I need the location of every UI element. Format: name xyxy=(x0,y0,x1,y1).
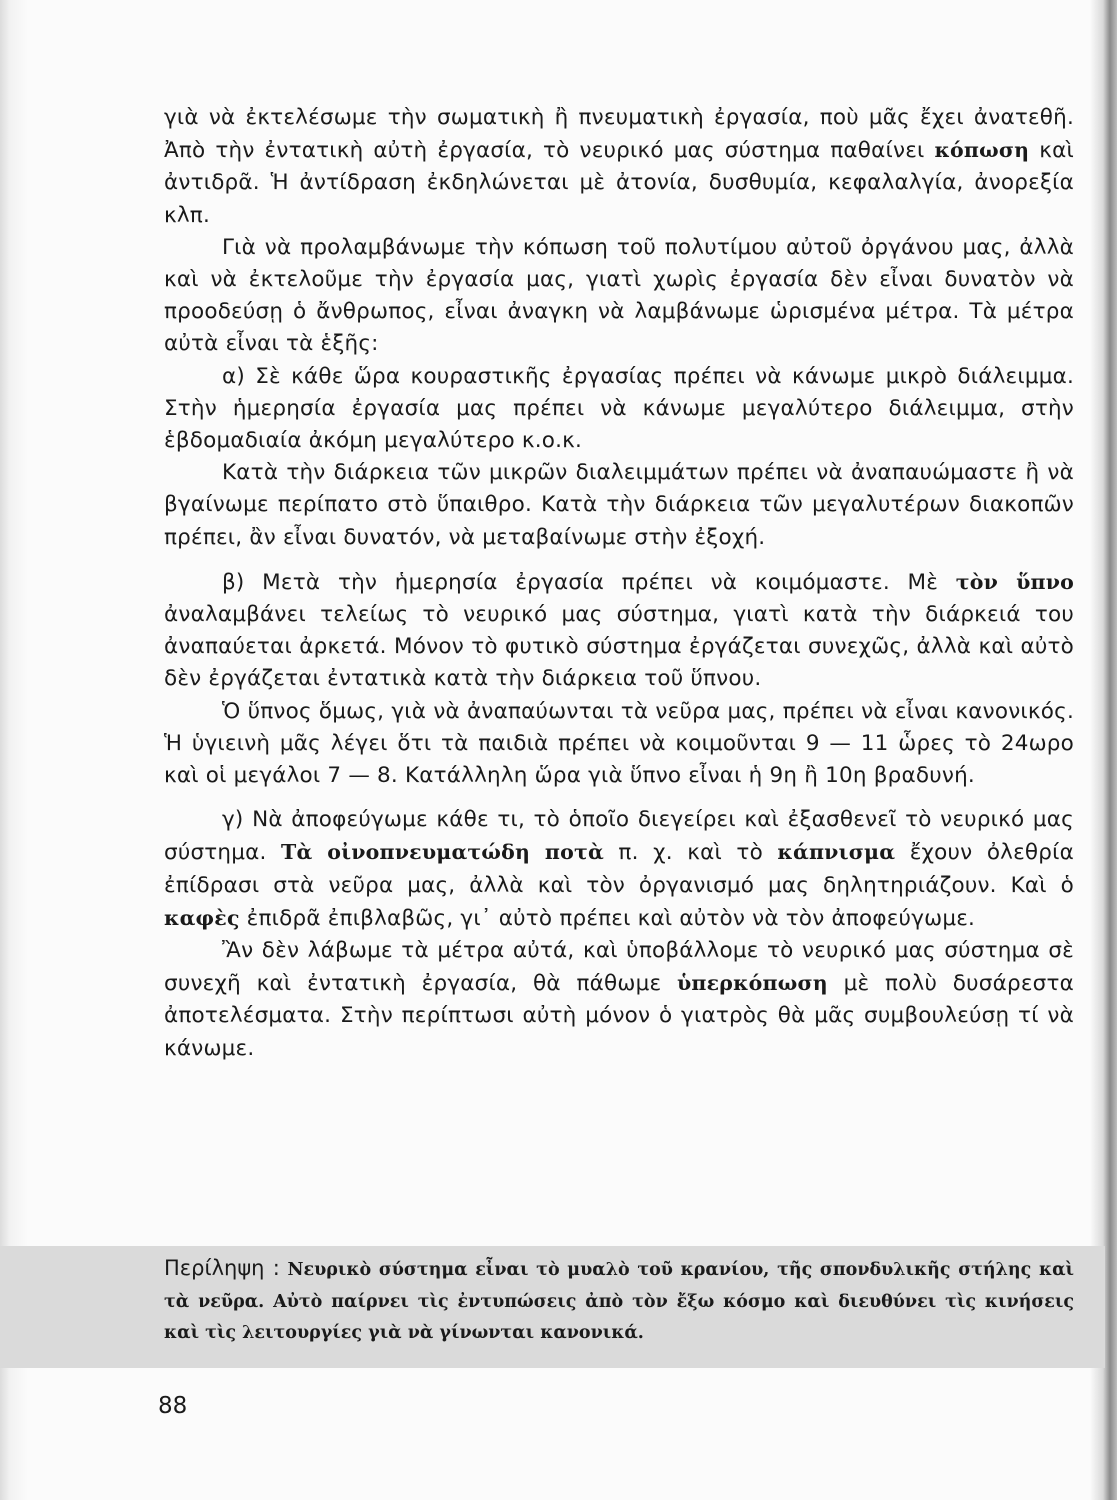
text-run: γ) Νὰ ἀποφεύγωμε κάθε τι, τὸ ὁποῖο διεγείρει καὶ ἐξασθενεῖ τὸ νευρικό μας σύστημα. xyxy=(164,807,1074,866)
page-number: 88 xyxy=(158,1393,188,1419)
text-run: μὲ πολὺ δυσάρεστα ἀποτελέσματα. Στὴν περίπτωσι αὐτὴ μόνον ὁ γιατρὸς θὰ μᾶς συμβουλεύσῃ τί νὰ κάνωμε. xyxy=(164,971,1074,1061)
text-run: β) Μετὰ τὴν ἡμερησία ἐργασία πρέπει νὰ κοιμόμαστε. Μὲ xyxy=(222,569,956,595)
paragraph xyxy=(164,804,1074,935)
paragraph xyxy=(164,457,1074,554)
paragraph xyxy=(164,566,1074,696)
text-run: Γιὰ νὰ προλαμβάνωμε τὴν κόπωση τοῦ πολυτίμου αὐτοῦ ὀργάνου μας, ἀλλὰ καὶ νὰ ἐκτελοῦμε τὴν ἐργασία μας, γιατὶ χωρὶς ἐργασία δὲν εἶναι δυνατὸν νὰ προοδεύσῃ ὁ ἄνθρωπος, εἶναι ἀναγκη νὰ λαμβάνωμε ὡρισμένα μέτρα. Τὰ μέτρα αὐτὰ εἶναι τὰ ἑξῆς: xyxy=(164,234,1074,357)
text-run: γιὰ νὰ ἐκτελέσωμε τὴν σωματικὴ ἢ πνευματικὴ ἐργασία, ποὺ μᾶς ἔχει ἀνατεθῆ. Ἀπὸ τὴν ἐντατικὴ αὐτὴ ἐργασία, τὸ νευρικό μας σύστημα παθαίνει xyxy=(164,105,1074,164)
paragraph xyxy=(164,361,1074,458)
bold-term: κάπνισμα xyxy=(777,840,896,865)
text-run: ἔχουν ὀλεθρία ἐπίδρασι στὰ νεῦρα μας, ἀλλὰ καὶ τὸν ὀργανισμό μας δηλητηριάζουν. Καὶ ὁ xyxy=(164,840,1074,898)
text-run: Ὁ ὕπνος ὅμως, γιὰ νὰ ἀναπαύωνται τὰ νεῦρα μας, πρέπει νὰ εἶναι κανονικός. Ἡ ὑγιεινὴ μᾶς λέγει ὅτι τὰ παιδιὰ πρέπει νὰ κοιμοῦνται 9 — 11 ὧρες τὸ 24ωρο καὶ οἱ μεγάλοι 7 — 8. Κατάλληλη ὥρα γιὰ ὕπνο εἶναι ἡ 9η ἢ 10η βραδυνή. xyxy=(164,698,1074,789)
text-run: καὶ ἀντιδρᾶ. Ἡ ἀντίδραση ἐκδηλώνεται μὲ ἀτονία, δυσθυμία, κεφαλαλγία, ἀνορεξία κλπ. xyxy=(164,138,1074,228)
text-run: ἀναλαμβάνει τελείως τὸ νευρικό μας σύστημα, γιατὶ κατὰ τὴν διάρκειά του ἀναπαύεται ἀρκετά. Μόνον τὸ φυτικὸ σύστημα ἐργάζεται συνεχῶς, ἀλλὰ καὶ αὐτὸ δὲν ἐργάζεται ἐντατικὰ κατὰ τὴν διάρκεια τοῦ ὕπνου. xyxy=(164,602,1074,692)
paragraph xyxy=(164,696,1074,793)
paragraph xyxy=(164,102,1074,232)
text-run: π. χ. καὶ τὸ xyxy=(603,840,778,866)
text-run: Ἂν δὲν λάβωμε τὰ μέτρα αὐτά, καὶ ὑποβάλλομε τὸ νευρικό μας σύστημα σὲ συνεχῆ καὶ ἐντατικὴ ἐργασία, θὰ πάθωμε xyxy=(164,938,1074,997)
bold-term: καφὲς xyxy=(164,905,240,930)
bold-term: κόπωση xyxy=(934,138,1030,163)
text-run: ἐπιδρᾶ ἐπιβλαβῶς, γι᾽ αὐτὸ πρέπει καὶ αὐτὸν νὰ τὸν ἀποφεύγωμε. xyxy=(239,905,976,931)
summary-box xyxy=(164,1253,1074,1349)
text-run: α) Σὲ κάθε ὥρα κουραστικῆς ἐργασίας πρέπει νὰ κάνωμε μικρὸ διάλειμμα. Στὴν ἡμερησία ἐργασία μας πρέπει νὰ κάνωμε μεγαλύτερο διάλειμμα, στὴν ἑβδομαδιαία ἀκόμη μεγαλύτερο κ.ο.κ. xyxy=(164,363,1074,454)
paragraph xyxy=(164,232,1074,361)
text-run: Κατὰ τὴν διάρκεια τῶν μικρῶν διαλειμμάτων πρέπει νὰ ἀναπαυώμαστε ἢ νὰ βγαίνωμε περίπατο στὸ ὕπαιθρο. Κατὰ τὴν διάρκεια τῶν μεγαλυτέρων διακοπῶν πρέπει, ἂν εἶναι δυνατόν, νὰ μεταβαίνωμε στὴν ἐξοχή. xyxy=(164,460,1074,550)
body-text xyxy=(164,102,1074,1065)
bold-term: τὸν ὕπνο xyxy=(955,569,1074,594)
summary-text: Νευρικὸ σύστημα εἶναι τὸ μυαλὸ τοῦ κρανίου, τῆς σπονδυλικῆς στήλης καὶ τὰ νεῦρα. Αὐτὸ παίρνει τὶς ἐντυπώσεις ἀπὸ τὸν ἔξω κόσμο καὶ διευθύνει τὶς κινήσεις καὶ τὶς λειτουργίες γιὰ νὰ γίνωνται κανονικά. xyxy=(164,1260,1074,1343)
bold-term: Τὰ οἰνοπνευματώδη ποτὰ xyxy=(281,840,604,865)
paragraph xyxy=(164,935,1074,1065)
summary-label: Περίληψη : xyxy=(164,1256,280,1280)
bold-term: ὑπερκόπωση xyxy=(676,971,828,996)
